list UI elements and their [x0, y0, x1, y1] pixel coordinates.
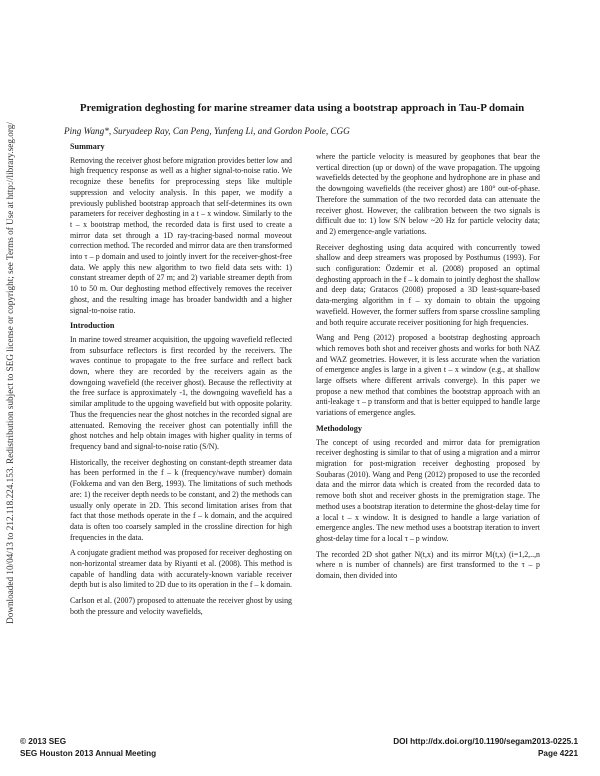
body-paragraph: In marine towed streamer acquisition, the upgoing wavefield reflected from subsurface reflectors is first recorded by the receivers. The waves continue to propagate to the free surface and reflect back down, where they are recorded by the receivers again as the downgoing wavefield (the receiver ghost). Because the reflectivity at the free surface is approximately -1, the downgoing wavefield has a similar amplitude to the upgoing wavefield but with opposite polarity. Thus the frequencies near the ghost notches in the recorded signal are attenuated. Removing the receiver ghost can potentially infill the ghost notches and help obtain images with higher quality in terms of frequency band and signal-to-noise ratio (S/N).: [70, 334, 292, 451]
download-sidebar-note: [2, 88, 18, 658]
body-paragraph: where the particle velocity is measured by geophones that bear the vertical direction (up or down) of the wave propagation. The upgoing wavefields detected by the geophone and hydrophone are in phase and the downgoing wavefields (the receiver ghost) are 180° out-of-phase. Therefore the summation of the two recorded data can attenuate the receiver ghost. However, the calibration between the two signals is difficult due to: 1) low S/N below ~20 Hz for particle velocity data; and 2) emergence-angle variations.: [316, 152, 540, 236]
meeting-name: SEG Houston 2013 Annual Meeting: [20, 749, 157, 758]
body-paragraph: Receiver deghosting using data acquired with concurrently towed shallow and deep streamers was proposed by Posthumus (1993). For such configuration: Özdemir et al. (2008) proposed an optimal deghosting approach in the f – k domain to jointly deghost the shallow and deep data; Gratacos (2008) proposed a 3D least-square-based data-merging algorithm in f – xy domain to obtain the upgoing wavefield. However, the former suffers from sparse crossline sampling and both require accurate receiver positioning for high frequencies.: [316, 242, 540, 327]
sidebar-note-text: Downloaded 10/04/13 to 212.118.224.153. Redistribution subject to SEG license or copyright; see Terms of Use at http://library.seg.org/: [5, 122, 16, 624]
section-heading: Introduction: [70, 321, 115, 331]
body-paragraph: A conjugate gradient method was proposed for receiver deghosting on non-horizontal streamer data by Riyanti et al. (2008). This method is capable of handling data with accurately-known variable receiver depth but is also limited to 2D due to its operation in the f – k domain.: [70, 548, 293, 590]
body-paragraph: The recorded 2D shot gather N(t,x) and its mirror M(t,x) (i=1,2,..,n where n is number of channels) are first transformed to the τ – p domain, then divided into: [316, 549, 540, 581]
right-column: [316, 152, 540, 587]
body-paragraph: Carlson et al. (2007) proposed to attenuate the receiver ghost by using both the pressure and velocity wavefields,: [70, 596, 292, 616]
section-heading: Summary: [70, 142, 105, 151]
page-number: Page 4221: [537, 749, 578, 758]
paper-title: Premigration deghosting for marine streamer data using a bootstrap approach in Tau-P domain: [79, 102, 525, 114]
section-heading: Methodology: [316, 423, 362, 433]
copyright-notice: © 2013 SEG: [20, 737, 67, 746]
body-paragraph: Wang and Peng (2012) proposed a bootstrap deghosting approach which removes both shot and receiver ghosts and works for both NAZ and WAZ geometries. However, it is less accurate when the variation of emergence angles is large in a given t – x window (e.g., at shallow large offsets where different arrivals converge). In this paper we propose a new method that combines the bootstrap approach with an anti-leakage τ – p transform and that is better equipped to handle large variations of emergence angles.: [316, 333, 540, 418]
doi-link[interactable]: DOI http://dx.doi.org/10.1190/segam2013-0225.1: [393, 737, 578, 746]
body-paragraph: The concept of using recorded and mirror data for premigration receiver deghosting is similar to that of using a migration and a mirror migration for post-migration receiver deghosting proposed by Soubaras (2010). Wang and Peng (2012) proposed to use the recorded data and the mirror data which is created from the recorded data to remove both shot and receiver ghosts in the premigration stage. The method uses a bootstrap iteration to determine the ghost-delay time for a local t – x window. It is designed to handle a large variation of emergence angles. The new method uses a bootstrap iteration to invert ghost-delay time for a local τ – p window.: [316, 437, 540, 543]
body-paragraph: Removing the receiver ghost before migration provides better low and high frequency response as well as a higher signal-to-noise ratio. We recognize these benefits for preprocessing steps like multiple suppression and velocity analysis. In this paper, we modify a previously published bootstrap approach that self-determines its own parameters for receiver deghosting in a t – x window. Similarly to the t – x bootstrap method, the recorded data is first used to create a mirror data set through a 1D ray-tracing-based normal moveout correction method. The recorded and mirror data are then transformed into τ – p domain and used to jointly invert for the receiver-ghost-free data. We apply this new algorithm to two field data sets with: 1) constant streamer depth of 27 m; and 2) variable streamer depth from 10 to 50 m. Our deghosting method effectively removes the receiver ghost, and the resulting image has broader bandwidth and a higher signal-to-noise ratio.: [70, 155, 292, 315]
body-paragraph: Historically, the receiver deghosting on constant-depth streamer data has been performed in the f – k (frequency/wave number) domain (Fokkema and van den Berg, 1993). The limitations of such methods are: 1) the receiver depth needs to be constant, and 2) the methods can usually only operate in 2D. This second limitation arises from that fact that those methods operate in the f – k domain, and the acquired data is often too coarsely sampled in the crossline direction for high frequencies in the data.: [70, 457, 292, 542]
left-column: [70, 142, 292, 623]
author-list: Ping Wang*, Suryadeep Ray, Can Peng, Yunfeng Li, and Gordon Poole, CGG: [64, 126, 350, 136]
